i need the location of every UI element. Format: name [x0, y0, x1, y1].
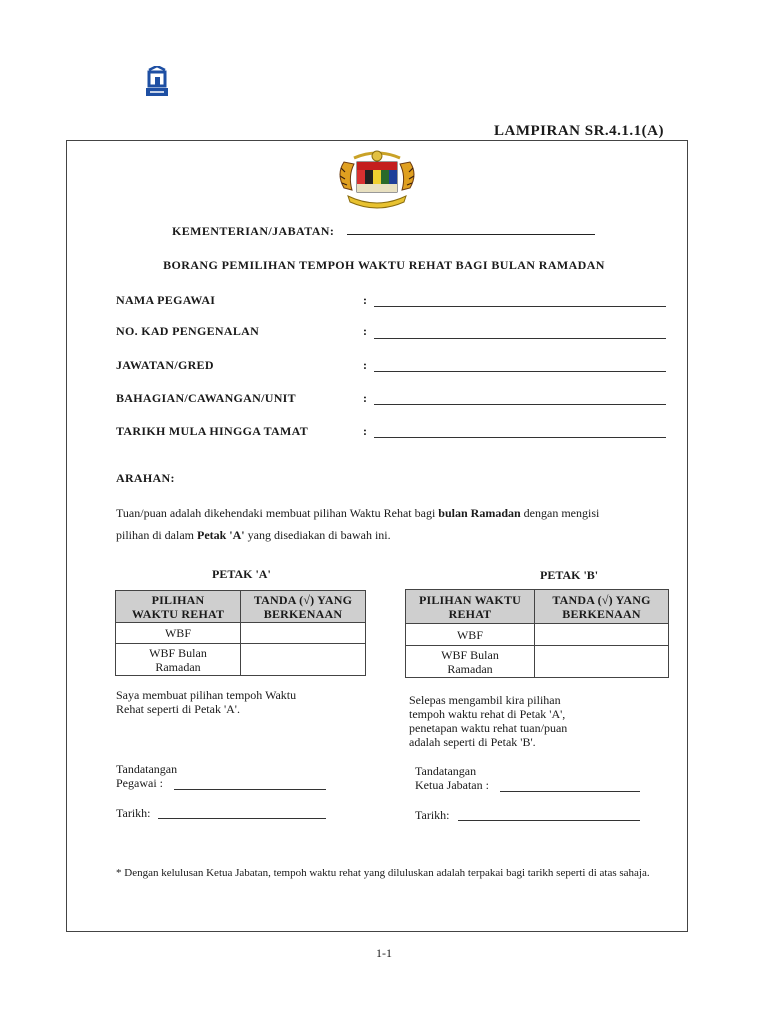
petak-a-heading: PETAK 'A' [212, 567, 271, 581]
coat-of-arms-icon [332, 148, 422, 212]
field-colon: : [363, 324, 367, 338]
arahan-bold-text: Petak 'A' [196, 528, 245, 542]
arahan-text: dengan mengisi [520, 506, 600, 520]
petak-b-col-pilihan: PILIHAN WAKTU REHAT [406, 590, 535, 624]
arahan-text: pilihan di dalam [116, 528, 197, 542]
arahan-text: Tuan/puan adalah dikehendaki membuat pilihan Waktu Rehat bagi [116, 506, 439, 520]
arahan-text: yang disediakan di bawah ini. [244, 528, 391, 542]
nama-pegawai-input-line[interactable] [374, 306, 666, 307]
petak-a-row-wbf-ramadan: WBF Bulan Ramadan [116, 644, 241, 676]
arahan-instructions [116, 502, 676, 546]
field-label-tarikh-mula-hingga-tamat: TARIKH MULA HINGGA TAMAT [116, 424, 308, 438]
field-colon: : [363, 293, 367, 307]
field-label-bahagian-cawangan-unit: BAHAGIAN/CAWANGAN/UNIT [116, 391, 296, 405]
kementerian-input-line[interactable] [347, 234, 595, 235]
petak-a-col-tanda: TANDA (√) YANG BERKENAAN [241, 591, 366, 623]
petak-b-tick-wbf[interactable] [535, 624, 669, 646]
tarikh-mula-hingga-tamat-input-line[interactable] [374, 437, 666, 438]
petak-a-statement: Saya membuat pilihan tempoh Waktu Rehat seperti di Petak 'A'. [116, 688, 297, 716]
lampiran-code: LAMPIRAN SR.4.1.1(A) [494, 123, 664, 139]
field-label-nama-pegawai: NAMA PEGAWAI [116, 293, 216, 307]
petak-b-heading: PETAK 'B' [540, 568, 599, 582]
petak-b-tarikh-label: Tarikh: [415, 808, 450, 822]
petak-a-row-wbf: WBF [116, 623, 241, 644]
pegawai-signature-line[interactable] [174, 789, 326, 790]
arahan-bold-text: bulan Ramadan [438, 506, 521, 520]
footnote: * Dengan kelulusan Ketua Jabatan, tempoh waktu rehat yang diluluskan adalah terpakai bagi tarikh seperti di atas sahaja. [116, 867, 650, 879]
field-colon: : [363, 358, 367, 372]
field-colon: : [363, 391, 367, 405]
petak-b-row-wbf-ramadan: WBF Bulan Ramadan [406, 646, 535, 678]
kementerian-label: KEMENTERIAN/JABATAN: [172, 224, 335, 238]
petak-b-tick-wbf-ramadan[interactable] [535, 646, 669, 678]
petak-a-tarikh-label: Tarikh: [116, 806, 151, 820]
petak-a-col-pilihan: PILIHAN WAKTU REHAT [116, 591, 241, 623]
signature-label: Tandatangan [116, 762, 178, 776]
petak-a-tick-wbf[interactable] [241, 623, 366, 644]
form-title: BORANG PEMILIHAN TEMPOH WAKTU REHAT BAGI BULAN RAMADAN [163, 258, 605, 272]
page-number: 1-1 [376, 946, 392, 960]
field-label-no-kad-pengenalan: NO. KAD PENGENALAN [116, 324, 260, 338]
ketua-jabatan-signature-line[interactable] [500, 791, 640, 792]
arahan-heading: ARAHAN: [116, 471, 175, 485]
petak-b-table [405, 589, 669, 678]
petak-b-row-wbf: WBF [406, 624, 535, 646]
no-kad-pengenalan-input-line[interactable] [374, 338, 666, 339]
petak-a-tarikh-line[interactable] [158, 818, 326, 819]
jawatan-gred-input-line[interactable] [374, 371, 666, 372]
petak-b-signature-block [415, 764, 489, 792]
petak-a-signature-block [116, 762, 177, 790]
petak-b-tarikh-line[interactable] [458, 820, 640, 821]
bahagian-cawangan-unit-input-line[interactable] [374, 404, 666, 405]
field-colon: : [363, 424, 367, 438]
petak-b-statement: Selepas mengambil kira pilihan tempoh waktu rehat di Petak 'A', penetapan waktu rehat tuan/puan adalah seperti di Petak 'B'. [409, 693, 568, 749]
house-logo-icon [146, 66, 184, 98]
petak-b-col-tanda: TANDA (√) YANG BERKENAAN [535, 590, 669, 624]
signature-label: Ketua Jabatan : [415, 778, 489, 792]
petak-a-table [115, 590, 366, 676]
field-label-jawatan-gred: JAWATAN/GRED [116, 358, 214, 372]
signature-label: Pegawai : [116, 776, 163, 790]
signature-label: Tandatangan [415, 764, 477, 778]
petak-a-tick-wbf-ramadan[interactable] [241, 644, 366, 676]
